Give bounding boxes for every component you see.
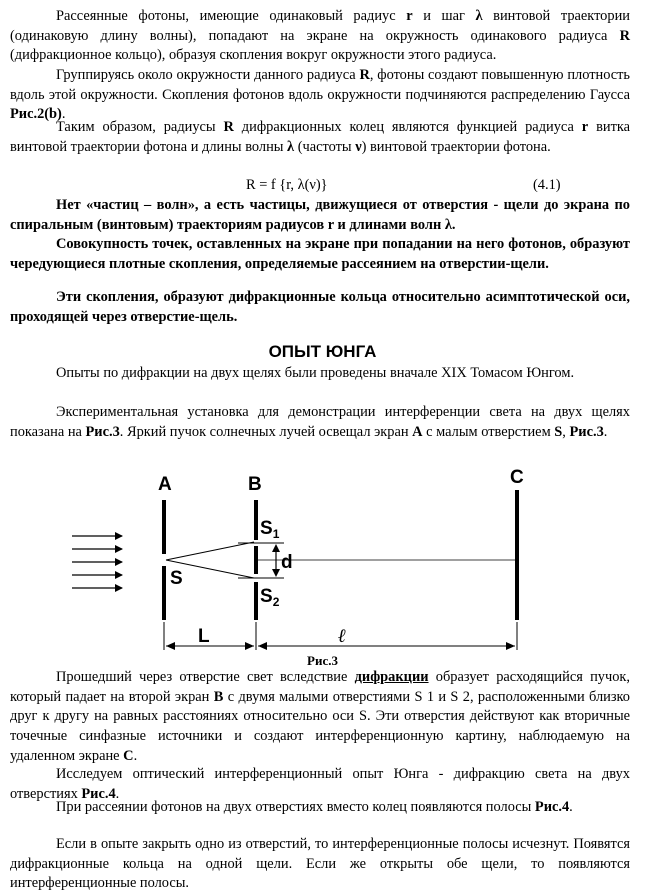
text: (частоты	[294, 138, 356, 155]
symbol-S: S	[554, 423, 563, 440]
text: При рассеянии фотонов на двух отверстиях вместо колец появляются полосы	[56, 799, 535, 815]
incoming-light-arrows	[72, 536, 122, 588]
paragraph-thus	[10, 118, 630, 157]
section-heading: ОПЫТ ЮНГА	[268, 342, 377, 361]
text: Рассеянные фотоны, имеющие одинаковый радиус	[56, 8, 407, 24]
text: витка винтовой траектории фотона и длины волны	[10, 119, 631, 155]
text: с двумя малыми отверстиями S 1 и S 2, расположенными близко друг к другу на равных расстояниях относительно оси S. Эти отверстия действуют как вторичные точечные синфазные источники и создают интерференционную картину, наблюдаемую на удаленном экране	[10, 688, 630, 764]
figure-caption: Рис.3	[307, 653, 338, 668]
label-hole-S: S	[170, 568, 183, 589]
symbol-R: R	[359, 67, 370, 83]
figure-ref: Рис.2(b)	[10, 106, 62, 123]
symbol-lambda: λ	[475, 8, 483, 24]
formula-equation: R = f {r, λ(ν)}	[246, 177, 328, 193]
text: Исследуем оптический интерференционный опыт Юнга - дифракцию света на двух отверстиях	[10, 766, 630, 802]
text: и шаг	[412, 8, 476, 24]
text: Экспериментальная установка для демонстрации интерференции света на двух щелях показана на	[10, 404, 630, 440]
figure-ref: Рис.3	[85, 423, 120, 440]
symbol-r: r	[406, 8, 413, 24]
label-l: ℓ	[338, 625, 347, 647]
symbol-lambda: λ	[287, 138, 295, 155]
paragraph-close-one: Если в опыте закрыть одно из отверстий, то интерференционные полосы исчезнут. Появятся дифракционные кольца на одной щели. Если же открыты обе щели, то появляются интерференционные полосы.	[10, 836, 630, 892]
text: .	[569, 799, 573, 815]
label-screen-C: C	[510, 467, 524, 488]
symbol-C: С	[123, 747, 134, 764]
label-screen-B: B	[248, 474, 262, 495]
text: винтовой траектории (одинаковую длину волны), попадают на экране на окружность одинакового радиуса	[10, 8, 630, 44]
text: . Яркий пучок солнечных лучей освещал экран	[119, 423, 413, 440]
text: (дифракционное кольцо), образуя скопления вокруг окружности этого радиуса.	[10, 47, 497, 64]
figure-ref: Рис.3	[569, 423, 604, 440]
young-experiment-diagram	[62, 462, 532, 658]
text: Группируясь около окружности данного радиуса	[56, 67, 360, 83]
formula-number: (4.1)	[533, 177, 561, 193]
symbol-A: А	[412, 423, 423, 440]
label-L: L	[198, 626, 210, 647]
paragraph-set-of-points: Совокупность точек, оставленных на экране при попадании на него фотонов, образуют чередующиеся плотные скопления, определяемые рассеянием на отверстии-щели.	[10, 236, 630, 272]
figure-ref: Рис.4	[534, 799, 570, 815]
paragraph-passed-light	[10, 668, 630, 767]
text: .	[61, 106, 66, 123]
symbol-R: R	[223, 119, 234, 135]
label-d: d	[281, 552, 293, 573]
symbol-nu: ν	[355, 138, 362, 155]
symbol-r: r	[581, 119, 589, 135]
paragraph-no-particle-waves: Нет «частиц – волн», а есть частицы, движущиеся от отверстия - щели до экрана по спиральным (винтовым) траекториям радиусов r и длинами волн λ.	[10, 197, 630, 233]
paragraph-young-experiments: Опыты по дифракции на двух щелях были проведены вначале XIX Томасом Юнгом.	[56, 365, 575, 381]
paragraph-clusters: Эти скопления, образуют дифракционные кольца относительно асимптотической оси, проходящей через отверстие-щель.	[10, 289, 630, 325]
text: образует расходящийся пучок, который падает на второй экран	[10, 669, 630, 705]
text: .	[133, 747, 138, 764]
text: .	[115, 785, 120, 802]
text: ) винтовой траектории фотона.	[361, 138, 551, 155]
term-diffraction: дифракции	[354, 669, 429, 685]
symbol-B: В	[213, 688, 224, 705]
text: дифракционных колец являются функцией радиуса	[233, 119, 582, 135]
paragraph-two-holes	[10, 798, 630, 818]
text: , фотоны создают повышенную плотность вдоль этой окружности. Скопления фотонов вдоль окружности подчиняются распределению Гаусса	[10, 67, 630, 103]
label-slit-S1: $S_1$	[260, 518, 280, 541]
paragraph-scattered-photons	[10, 7, 630, 66]
text: с малым отверстием	[422, 423, 555, 440]
symbol-R: R	[619, 27, 630, 44]
label-screen-A: A	[158, 474, 172, 495]
text: ,	[562, 423, 570, 440]
label-slit-S2: $S_2$	[260, 586, 280, 609]
paragraph-grouping	[10, 66, 630, 125]
slit-distance-d	[272, 544, 280, 577]
text: Прошедший через отверстие свет вследствие	[56, 669, 355, 685]
text: Таким образом, радиусы	[56, 119, 224, 135]
figure-ref: Рис.4	[81, 785, 116, 802]
formula-4-1	[10, 176, 630, 195]
text: .	[603, 423, 608, 440]
paragraph-setup	[10, 403, 630, 442]
